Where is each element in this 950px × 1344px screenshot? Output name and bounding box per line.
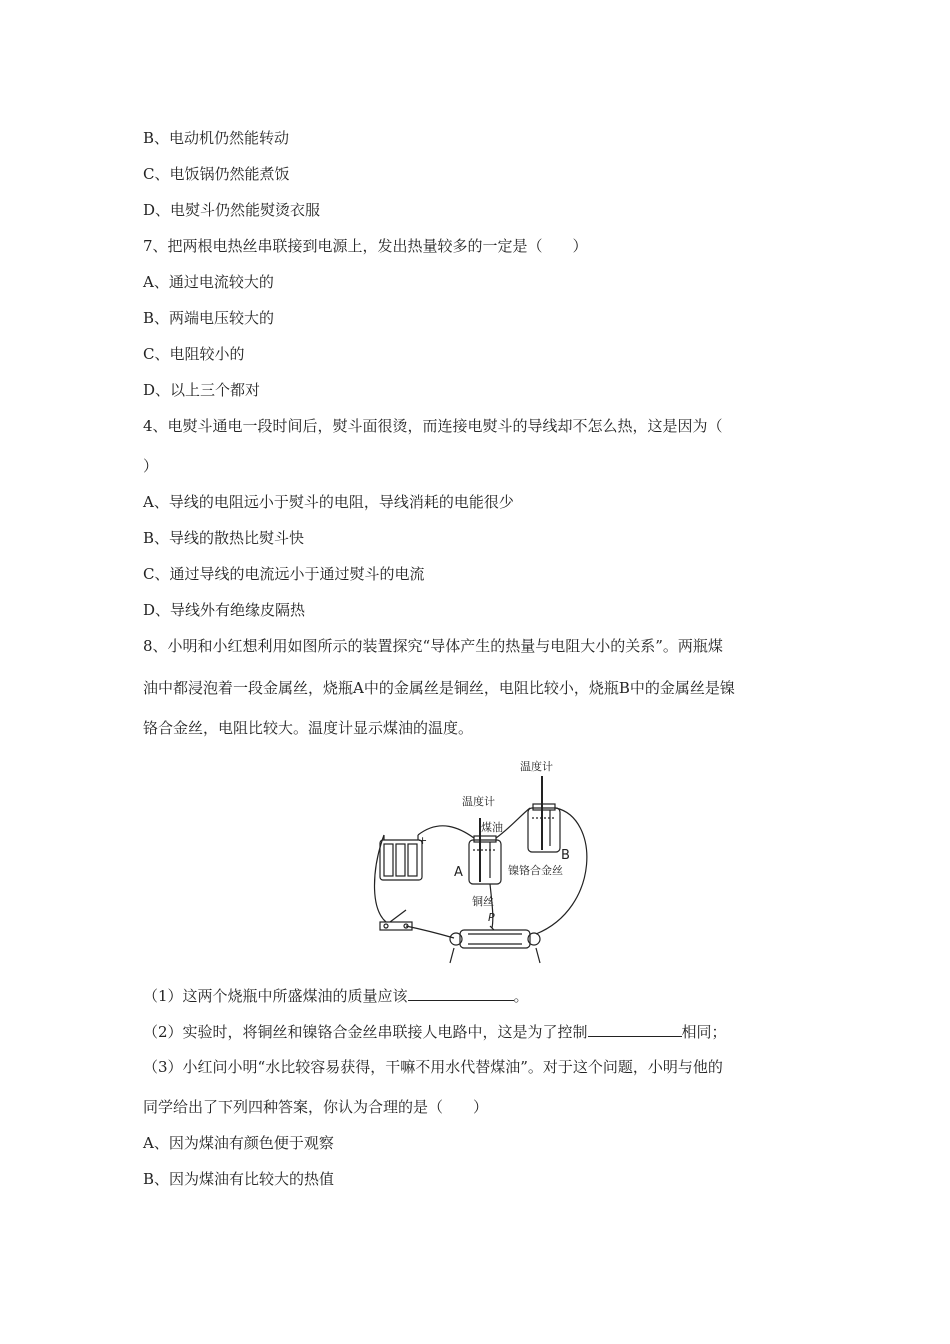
question-7-option-d: D、以上三个都对	[143, 381, 261, 399]
question-4-option-d: D、导线外有绝缘皮隔热	[143, 601, 306, 619]
question-7-option-b: B、两端电压较大的	[143, 309, 275, 327]
question-8-line-3: 铬合金丝，电阻比较大。温度计显示煤油的温度。	[143, 719, 474, 737]
label-thermometer-b: 温度计	[520, 760, 553, 773]
question-4-option-c: C、通过导线的电流远小于通过熨斗的电流	[143, 565, 425, 583]
flask-b	[528, 776, 560, 852]
question-4-line-1: 4、电熨斗通电一段时间后，熨斗面很烫，而连接电熨斗的导线却不怎么热，这是因为（	[143, 417, 723, 435]
option-c-rice-cooker: C、电饭锅仍然能煮饭	[143, 165, 290, 183]
label-battery-plus: +	[418, 834, 428, 847]
battery	[380, 835, 422, 880]
option-d-iron: D、电熨斗仍然能熨烫衣服	[143, 201, 321, 219]
sub-question-2-end: 相同；	[681, 1023, 727, 1041]
label-flask-a: A	[454, 865, 463, 880]
label-nichrome: 镍铬合金丝	[508, 864, 563, 877]
question-4-line-2: ）	[143, 457, 159, 475]
label-copper: 铜丝	[472, 895, 494, 908]
label-slider-p: P	[488, 911, 495, 924]
label-thermometer-a: 温度计	[462, 795, 495, 808]
blank-field-2[interactable]	[588, 1021, 682, 1037]
question-8-line-1: 8、小明和小红想利用如图所示的装置探究“导体产生的热量与电阻大小的关系”。两瓶煤	[143, 637, 723, 655]
sub-question-3-option-a: A、因为煤油有颜色便于观察	[143, 1134, 334, 1152]
question-4-option-b: B、导线的散热比熨斗快	[143, 529, 305, 547]
question-7-option-a: A、通过电流较大的	[143, 273, 274, 291]
circuit-diagram	[370, 758, 600, 973]
sub-question-2	[143, 1021, 727, 1042]
blank-field-1[interactable]	[408, 985, 514, 1001]
sub-question-2-text: （2）实验时，将铜丝和镍铬合金丝串联接人电路中，这是为了控制	[143, 1023, 588, 1041]
sub-question-3-line-1: （3）小红问小明“水比较容易获得，干嘛不用水代替煤油”。对于这个问题，小明与他的	[143, 1058, 723, 1076]
label-kerosene: 煤油	[481, 821, 503, 834]
sub-question-1-text: （1）这两个烧瓶中所盛煤油的质量应该	[143, 987, 408, 1005]
sub-question-3-line-2: 同学给出了下列四种答案，你认为合理的是（ ）	[143, 1098, 489, 1116]
sub-question-1	[143, 985, 529, 1006]
question-4-option-a: A、导线的电阻远小于熨斗的电阻，导线消耗的电能很少	[143, 493, 514, 511]
sub-question-1-end: 。	[513, 987, 529, 1005]
option-b-motor: B、电动机仍然能转动	[143, 129, 290, 147]
sub-question-3-option-b: B、因为煤油有比较大的热值	[143, 1170, 335, 1188]
question-7-option-c: C、电阻较小的	[143, 345, 245, 363]
label-flask-b: B	[561, 848, 570, 863]
question-7: 7、把两根电热丝串联接到电源上，发出热量较多的一定是（ ）	[143, 237, 588, 255]
switch	[380, 910, 412, 930]
question-8-line-2: 油中都浸泡着一段金属丝，烧瓶A中的金属丝是铜丝，电阻比较小，烧瓶B中的金属丝是镍	[143, 679, 735, 697]
rheostat	[450, 926, 540, 963]
